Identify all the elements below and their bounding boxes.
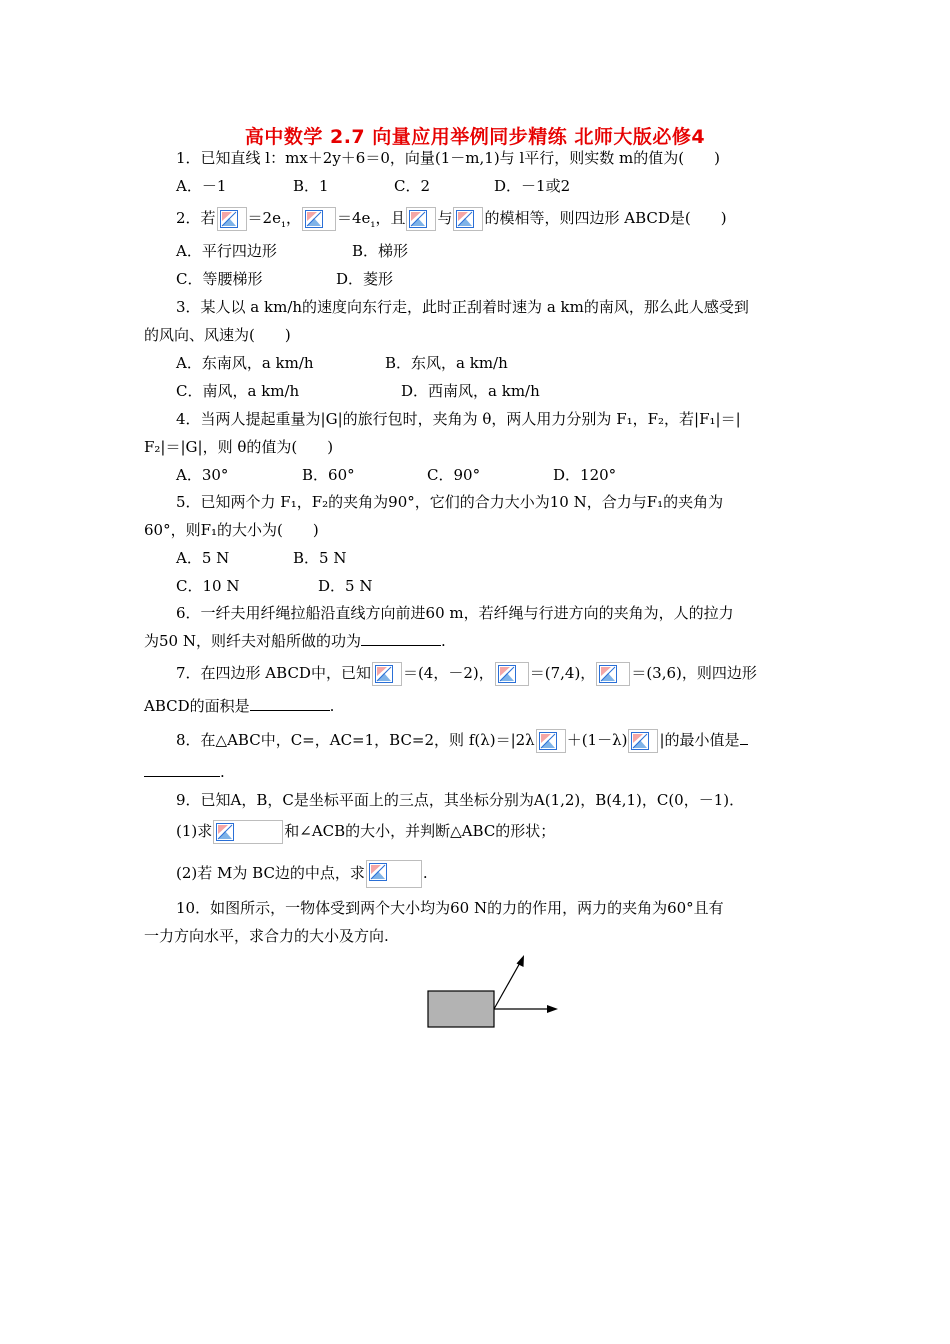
broken-image-icon [453, 207, 483, 231]
q5-option-c: C．10 N [176, 577, 240, 595]
q5-stem-line1: 5．已知两个力 F₁，F₂的夹角为90°，它们的合力大小为10 N，合力与F₁的夹角为 [176, 493, 724, 511]
q1-option-c: C．2 [394, 177, 431, 195]
broken-image-icon [406, 207, 436, 231]
broken-image-icon [495, 662, 529, 686]
q4-stem-line2: F₂|＝|G|，则 θ的值为( ) [144, 438, 334, 456]
force-diagram [420, 945, 565, 1030]
q5-stem-line2: 60°，则F₁的大小为( ) [144, 521, 319, 539]
q6-stem-line1: 6．一纤夫用纤绳拉船沿直线方向前进60 m，若纤绳与行进方向的夹角为，人的拉力 [176, 604, 734, 622]
angled-force-arrow [494, 961, 521, 1009]
broken-image-icon [302, 207, 336, 231]
q4-option-d: D．120° [553, 466, 617, 484]
q8-stem-line2: . [144, 762, 809, 782]
arrowhead-icon [517, 955, 525, 967]
q1-option-d: D．－1或2 [494, 177, 571, 195]
q2-option-b: B．梯形 [352, 242, 409, 260]
q2-option-d: D．菱形 [336, 270, 394, 288]
broken-image-icon [372, 662, 402, 686]
q1-option-a: A．－1 [176, 177, 227, 195]
q5-option-d: D．5 N [318, 577, 373, 595]
answer-blank [250, 696, 330, 711]
q2-option-c: C．等腰梯形 [176, 270, 263, 288]
q5-option-b: B．5 N [293, 549, 347, 567]
q6-stem-line2: 为50 N，则纤夫对船所做的功为 . [144, 632, 446, 650]
document-title: 高中数学 2.7 向量应用举例同步精练 北师大版必修4 [244, 126, 706, 148]
q2-option-a: A．平行四边形 [176, 242, 277, 260]
arrowhead-icon [547, 1005, 558, 1013]
q5-option-a: A．5 N [176, 549, 230, 567]
broken-image-icon [596, 662, 630, 686]
q3-option-b: B．东风，a km/h [385, 354, 508, 372]
q9-stem: 9．已知A，B，C是坐标平面上的三点，其坐标分别为A(1,2)，B(4,1)，C(0，－1)． [176, 791, 745, 809]
q7-stem-line2: ABCD的面积是 . [144, 697, 335, 715]
q3-stem-line1: 3．某人以 a km/h的速度向东行走，此时正刮着时速为 a km的南风，那么此人感受到 [176, 298, 749, 316]
answer-blank [740, 730, 748, 745]
object-block [428, 991, 494, 1027]
broken-image-icon [628, 729, 658, 753]
q4-stem-line1: 4．当两人提起重量为|G|的旅行包时，夹角为 θ，两人用力分别为 F₁，F₂，若|F₁|＝| [176, 410, 741, 428]
broken-image-icon [366, 860, 422, 888]
q10-stem-line2: 一力方向水平，求合力的大小及方向. [144, 927, 389, 945]
q3-option-d: D．西南风，a km/h [401, 382, 540, 400]
q8-stem-line1: 8．在△ABC中，C=，AC=1，BC=2，则 f(λ)＝|2λ ＋(1－λ) |的最小值是 [176, 729, 841, 753]
q9-part1: (1)求 和∠ACB的大小，并判断△ABC的形状； [176, 820, 841, 844]
q3-option-a: A．东南风，a km/h [176, 354, 314, 372]
q7-stem-line1: 7．在四边形 ABCD中，已知 ＝(4，－2)， ＝(7,4)， ＝(3,6)，则四边形 [176, 662, 841, 686]
q4-option-c: C．90° [427, 466, 481, 484]
broken-image-icon [213, 820, 283, 844]
q2-stem: 2．若 $=2e_{_1}$， $=4e_{_1}$，且 与 的模相等，则四边形 ABCD是( ) [176, 209, 727, 230]
q10-stem-line1: 10．如图所示，一物体受到两个大小均为60 N的力的作用，两力的夹角为60°且有 [176, 899, 724, 917]
answer-blank [361, 631, 441, 646]
q4-option-b: B．60° [302, 466, 355, 484]
broken-image-icon [536, 729, 566, 753]
answer-blank [144, 762, 220, 777]
broken-image-icon [217, 207, 247, 231]
q9-part2: (2)若 M为 BC边的中点，求 . [176, 860, 841, 888]
q4-option-a: A．30° [176, 466, 229, 484]
q3-stem-line2: 的风向、风速为( ) [144, 326, 291, 344]
q1-option-b: B．1 [293, 177, 329, 195]
q1-stem: 1．已知直线 l：mx＋2y＋6＝0，向量(1－m,1)与 l平行，则实数 m的值为( ) [176, 149, 720, 167]
q3-option-c: C．南风，a km/h [176, 382, 300, 400]
